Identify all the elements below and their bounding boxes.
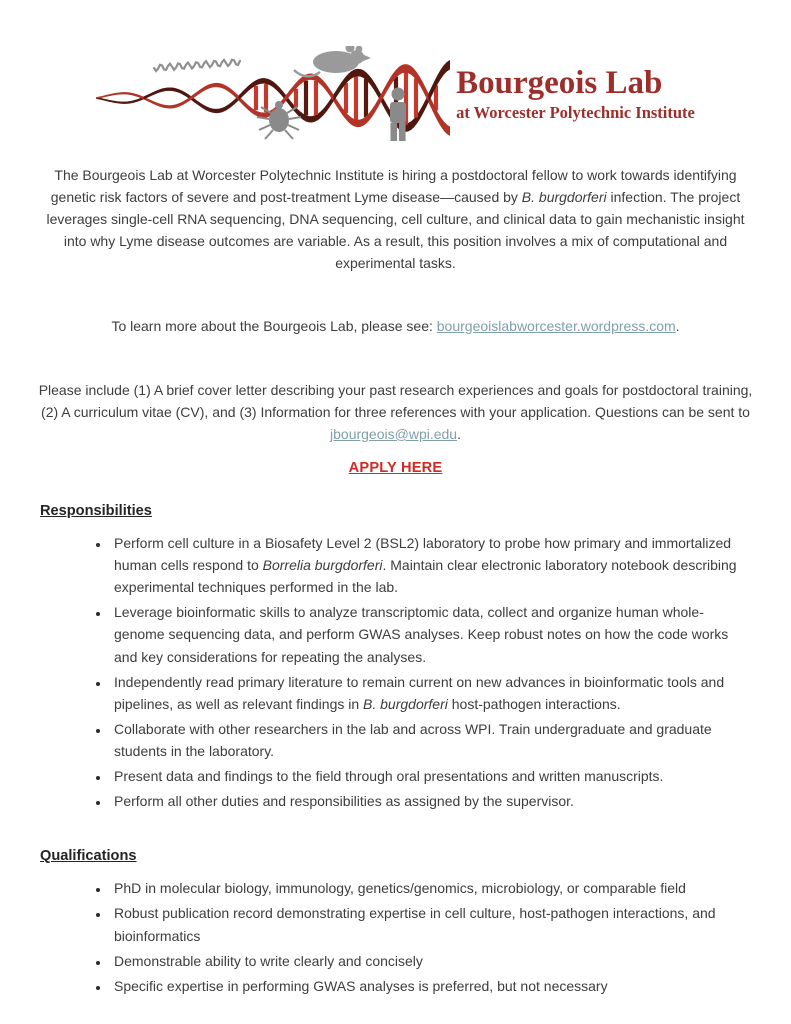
qualifications-list: [88, 877, 741, 997]
text-run: Please include (1) A brief cover letter describing your past research experiences and goals for postdoctoral training, (2) A curriculum vitae (CV), and (3) Information for three references with your application. Questions can be sent to: [38, 381, 753, 420]
spirochete-icon: [154, 60, 240, 71]
text-run: Perform all other duties and responsibilities as assigned by the supervisor.: [114, 793, 574, 810]
mouse-nose: [361, 54, 371, 62]
person-leg: [399, 123, 406, 141]
bullet-item: [110, 765, 741, 787]
logo-text: [456, 67, 695, 123]
tick-leg: [257, 117, 269, 119]
responsibilities-list: [88, 532, 741, 812]
tick-leg: [265, 130, 273, 139]
apply-here-row: [36, 459, 755, 477]
bullet-item: [110, 902, 741, 946]
text-run: Leverage bioinformatic skills to analyze transcriptomic data, collect and organize human whole-genome sequencing data, and perform GWAS analyses. Keep robust notes on how the code works and key considerations for repeating the analyses.: [114, 604, 729, 665]
spirochete-squiggle: [154, 60, 240, 71]
text-run: infection. The project leverages single-cell RNA sequencing, DNA sequencing, cell culture, and clinical data to gain mechanistic insight into why Lyme disease outcomes are variable. As a result, this position involves a mix of computational and experimental tasks.: [46, 189, 745, 272]
text-run: The Bourgeois Lab at Worcester Polytechnic Institute is hiring a postdoctoral fellow to work towards identifying genetic risk factors of severe and post-treatment Lyme disease—caused by: [50, 167, 737, 206]
person-leg: [391, 123, 398, 141]
italic-text: Borrelia burgdorferi: [262, 557, 383, 574]
text-run: .: [675, 317, 680, 334]
text-run: Present data and findings to the field through oral presentations and written manuscripts.: [114, 768, 664, 785]
learn-more-paragraph: [39, 315, 753, 337]
logo-title: Bourgeois Lab: [456, 65, 663, 102]
italic-text: B. burgdorferi: [521, 189, 607, 206]
tick-leg: [289, 117, 301, 119]
tick-body: [269, 108, 289, 132]
tick-leg: [288, 125, 299, 130]
text-run: PhD in molecular biology, immunology, genetics/genomics, microbiology, or comparable field: [114, 880, 686, 897]
helix-strand-dark-front: [239, 78, 284, 100]
tick-leg: [259, 125, 270, 130]
qualifications-heading: Qualifications: [40, 848, 137, 865]
bullet-item: [110, 950, 741, 972]
bullet-item: [110, 532, 741, 598]
lab-logo: [36, 46, 755, 144]
text-run: Specific expertise in performing GWAS analyses is preferred, but not necessary: [114, 977, 608, 994]
qualifications-section: [36, 848, 755, 997]
dna-helix-graphic: [96, 46, 464, 144]
text-run: . Maintain clear electronic laboratory notebook describing experimental techniques performed in the lab.: [114, 557, 737, 596]
lab-website-link[interactable]: bourgeoislabworcester.wordpress.com: [436, 317, 676, 334]
text-run: .: [457, 425, 461, 442]
responsibilities-heading: Responsibilities: [40, 502, 152, 519]
text-run: To learn more about the Bourgeois Lab, please see:: [111, 317, 437, 334]
text-run: Demonstrable ability to write clearly and concisely: [114, 952, 423, 969]
helix-strand-dark-front: [429, 60, 450, 102]
bullet-item: [110, 718, 741, 762]
text-run: Perform cell culture in a Biosafety Level 2 (BSL2) laboratory to probe how primary and immortalized human cells respond to: [114, 534, 732, 574]
apply-here-link[interactable]: APPLY HERE: [348, 459, 443, 476]
text-run: Independently read primary literature to remain current on new advances in bioinformatic tools and pipelines, as well as relevant findings in: [114, 673, 725, 712]
logo-subtitle: at Worcester Polytechnic Institute: [456, 102, 695, 122]
person-torso: [390, 102, 406, 123]
bullet-item: [110, 877, 741, 899]
bullet-item: [110, 790, 741, 812]
tick-leg: [285, 130, 293, 139]
person-icon: [390, 88, 406, 142]
text-run: Robust publication record demonstrating expertise in cell culture, host-pathogen interactions, and bioinformatics: [114, 905, 716, 944]
apply-instructions-paragraph: [39, 379, 753, 445]
italic-text: B. burgdorferi: [363, 695, 448, 712]
bullet-item: [110, 975, 741, 997]
tick-head: [275, 101, 283, 109]
responsibilities-section: [36, 503, 755, 812]
bullet-item: [110, 601, 741, 667]
intro-paragraph: [39, 164, 753, 275]
email-link[interactable]: jbourgeois@wpi.edu: [330, 425, 458, 442]
helix-strand-dark-front: [144, 88, 189, 100]
bullet-item: [110, 671, 741, 715]
text-run: Collaborate with other researchers in the lab and across WPI. Train undergraduate and graduate students in the laboratory.: [114, 720, 712, 759]
mouse-tail: [294, 70, 320, 76]
text-run: host-pathogen interactions.: [447, 695, 621, 712]
person-head: [392, 88, 405, 101]
